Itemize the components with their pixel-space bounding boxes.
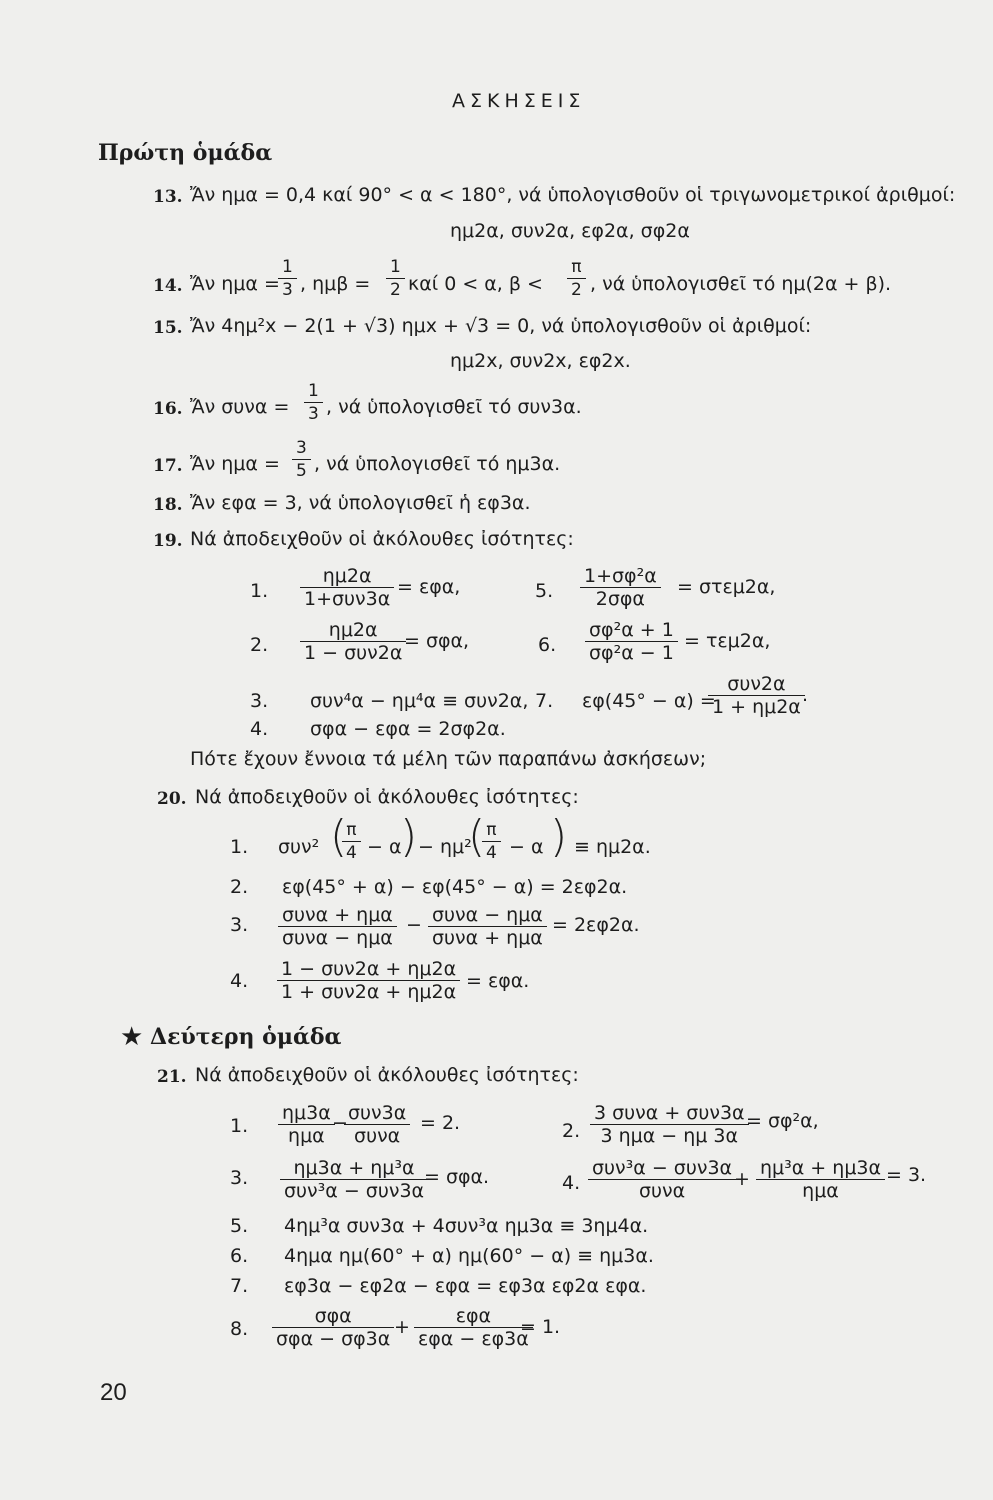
exercise-text: Ἄν εφα = 3, νά ὑπολογισθεῖ ἡ εφ3α. — [190, 492, 531, 514]
exercise-list: ημ2α, συν2α, εφ2α, σφ2α — [450, 220, 690, 242]
equation-part: − ημ² — [418, 836, 472, 858]
equation: σφα − εφα = 2σφ2α. — [310, 718, 506, 740]
page-number: 20 — [100, 1379, 127, 1406]
exercise-number: 13. — [153, 187, 183, 207]
equation-part: ≡ ημ2α. — [574, 836, 651, 858]
equation-part: − α — [509, 836, 544, 858]
paren-open: ( — [330, 811, 348, 862]
equation-rhs: = 2. — [420, 1112, 461, 1134]
fraction: ημ2α 1 − συν2α — [300, 619, 406, 664]
paren-close: ) — [400, 811, 418, 862]
equation: εφ(45° + α) − εφ(45° − α) = 2εφ2α. — [282, 876, 628, 898]
exercise-text: Νά ἀποδειχθοῦν οἱ ἀκόλουθες ἰσότητες: — [195, 1064, 579, 1086]
equation-rhs: = 3. — [886, 1164, 927, 1186]
item-label: 2. — [250, 634, 269, 656]
fraction: $\frac{\pi}{4}$ — [342, 819, 361, 864]
fraction: συνα − ημα συνα + ημα — [428, 904, 547, 949]
operator: + — [734, 1168, 750, 1190]
equation-rhs: = 1. — [520, 1316, 561, 1338]
exercise-number: 15. — [153, 318, 183, 338]
exercise-text: Νά ἀποδειχθοῦν οἱ ἀκόλουθες ἰσότητες: — [195, 786, 579, 808]
exercise-text: Ἄν 4ημ²x − 2(1 + √3) ημx + √3 = 0, νά ὑπολογισθοῦν οἱ ἀριθμοί: — [190, 315, 812, 337]
item-label: 7. — [230, 1275, 249, 1297]
fraction: $\frac{\pi}{2}$ — [567, 256, 586, 301]
equation: 4ημα ημ(60° + α) ημ(60° − α) ≡ ημ3α. — [284, 1245, 654, 1267]
fraction: ημ3α ημα — [278, 1102, 335, 1147]
exercise-text: , νά ὑπολογισθεῖ τό ημ3α. — [314, 453, 561, 475]
item-label: 2. — [230, 876, 249, 898]
equation-rhs: = 2εφ2α. — [552, 914, 640, 936]
equation-rhs: = εφα, — [397, 576, 461, 598]
item-label: 8. — [230, 1318, 249, 1340]
equation-rhs: . — [802, 684, 809, 706]
fraction: σφα σφα − σφ3α — [272, 1305, 394, 1350]
equation-part: συν² — [278, 836, 320, 858]
exercise-list: ημ2x, συν2x, εφ2x. — [450, 350, 631, 372]
exercise-text: , νά ὑπολογισθεῖ τό συν3α. — [326, 396, 582, 418]
equation: συν⁴α − ημ⁴α ≡ συν2α, — [310, 690, 529, 712]
exercise-text: , νά ὑπολογισθεῖ τό ημ(2α + β). — [590, 273, 892, 295]
exercise-text: , ημβ = — [300, 273, 371, 295]
item-label: 3. — [230, 914, 249, 936]
exercise-number: 14. — [153, 276, 183, 296]
item-label: 4. — [250, 718, 269, 740]
item-label: 4. — [562, 1172, 581, 1194]
equation-part: − α — [367, 836, 402, 858]
operator: − — [332, 1112, 348, 1134]
item-label: 5. — [230, 1215, 249, 1237]
equation-rhs: = τεμ2α, — [684, 630, 771, 652]
exercise-number: 19. — [153, 531, 183, 551]
equation-rhs: = εφα. — [466, 970, 530, 992]
paren-open: ( — [468, 811, 486, 862]
equation: εφ3α − εφ2α − εφα = εφ3α εφ2α εφα. — [284, 1275, 647, 1297]
exercise-text: καί 0 < α, β < — [408, 273, 543, 295]
equation-rhs: = σφα, — [404, 630, 470, 652]
exercise-number: 16. — [153, 399, 183, 419]
group-title-first: Πρώτη ὁμάδα — [98, 140, 273, 166]
fraction: εφα εφα − εφ3α — [414, 1305, 533, 1350]
item-label: 6. — [230, 1245, 249, 1267]
item-label: 7. — [535, 690, 554, 712]
operator: + — [394, 1316, 410, 1338]
equation-rhs: = σφ²α, — [746, 1110, 819, 1132]
item-label: 1. — [250, 580, 269, 602]
fraction: ημ³α + ημ3α ημα — [756, 1157, 885, 1202]
equation-rhs: = σφα. — [424, 1166, 490, 1188]
item-label: 6. — [538, 634, 557, 656]
fraction: συν2α 1 + ημ2α — [708, 673, 805, 718]
fraction: 1 − συν2α + ημ2α 1 + συν2α + ημ2α — [277, 958, 460, 1003]
exercise-text: Ἄν ημα = — [190, 273, 280, 295]
fraction: συν³α − συν3α συνα — [588, 1157, 736, 1202]
fraction: ημ2α 1+συν3α — [300, 565, 394, 610]
equation-rhs: = στεμ2α, — [677, 576, 776, 598]
fraction: συνα + ημα συνα − ημα — [278, 904, 397, 949]
item-label: 1. — [230, 1115, 249, 1137]
equation-lhs: εφ(45° − α) = — [582, 690, 716, 712]
fraction: ημ3α + ημ³α συν³α − συν3α — [280, 1157, 428, 1202]
exercise-number: 17. — [153, 456, 183, 476]
operator: − — [406, 914, 422, 936]
exercise-text: Ἄν ημα = — [190, 453, 280, 475]
fraction: $\frac{3}{5}$ — [292, 437, 311, 482]
item-label: 1. — [230, 836, 249, 858]
exercise-number: 20. — [157, 789, 187, 809]
fraction: $\frac{1}{2}$ — [386, 256, 405, 301]
fraction: 1+σφ²α 2σφα — [580, 565, 661, 610]
exercise-number: 18. — [153, 495, 183, 515]
equation: 4ημ³α συν3α + 4συν³α ημ3α ≡ 3ημ4α. — [284, 1215, 649, 1237]
item-label: 5. — [535, 580, 554, 602]
exercise-text: Ἄν ημα = 0,4 καί 90° < α < 180°, νά ὑπολογισθοῦν οἱ τριγωνομετρικοί ἀριθμοί: — [190, 184, 956, 206]
fraction: συν3α συνα — [344, 1102, 410, 1147]
page-heading: ΑΣΚΗΣΕΙΣ — [452, 90, 586, 112]
item-label: 3. — [250, 690, 269, 712]
item-label: 3. — [230, 1167, 249, 1189]
item-label: 4. — [230, 970, 249, 992]
fraction: 3 συνα + συν3α 3 ημα − ημ 3α — [590, 1102, 749, 1147]
question-text: Πότε ἔχουν ἔννοια τά μέλη τῶν παραπάνω ἀσκήσεων; — [190, 748, 707, 770]
exercise-number: 21. — [157, 1067, 187, 1087]
fraction: $\frac{1}{3}$ — [278, 256, 297, 301]
item-label: 2. — [562, 1120, 581, 1142]
star-icon: ★ — [120, 1022, 144, 1052]
paren-close: ) — [550, 811, 568, 862]
exercise-text: Ἄν συνα = — [190, 396, 290, 418]
group-title-second: Δεύτερη ὁμάδα — [150, 1024, 342, 1050]
fraction: $\frac{\text{σφ²α + 1}}{\text{σφ²α − 1}}$ — [585, 619, 678, 664]
fraction: $\frac{\pi}{4}$ — [482, 819, 501, 864]
fraction: $\frac{1}{3}$ — [304, 380, 323, 425]
exercise-text: Νά ἀποδειχθοῦν οἱ ἀκόλουθες ἰσότητες: — [190, 528, 574, 550]
